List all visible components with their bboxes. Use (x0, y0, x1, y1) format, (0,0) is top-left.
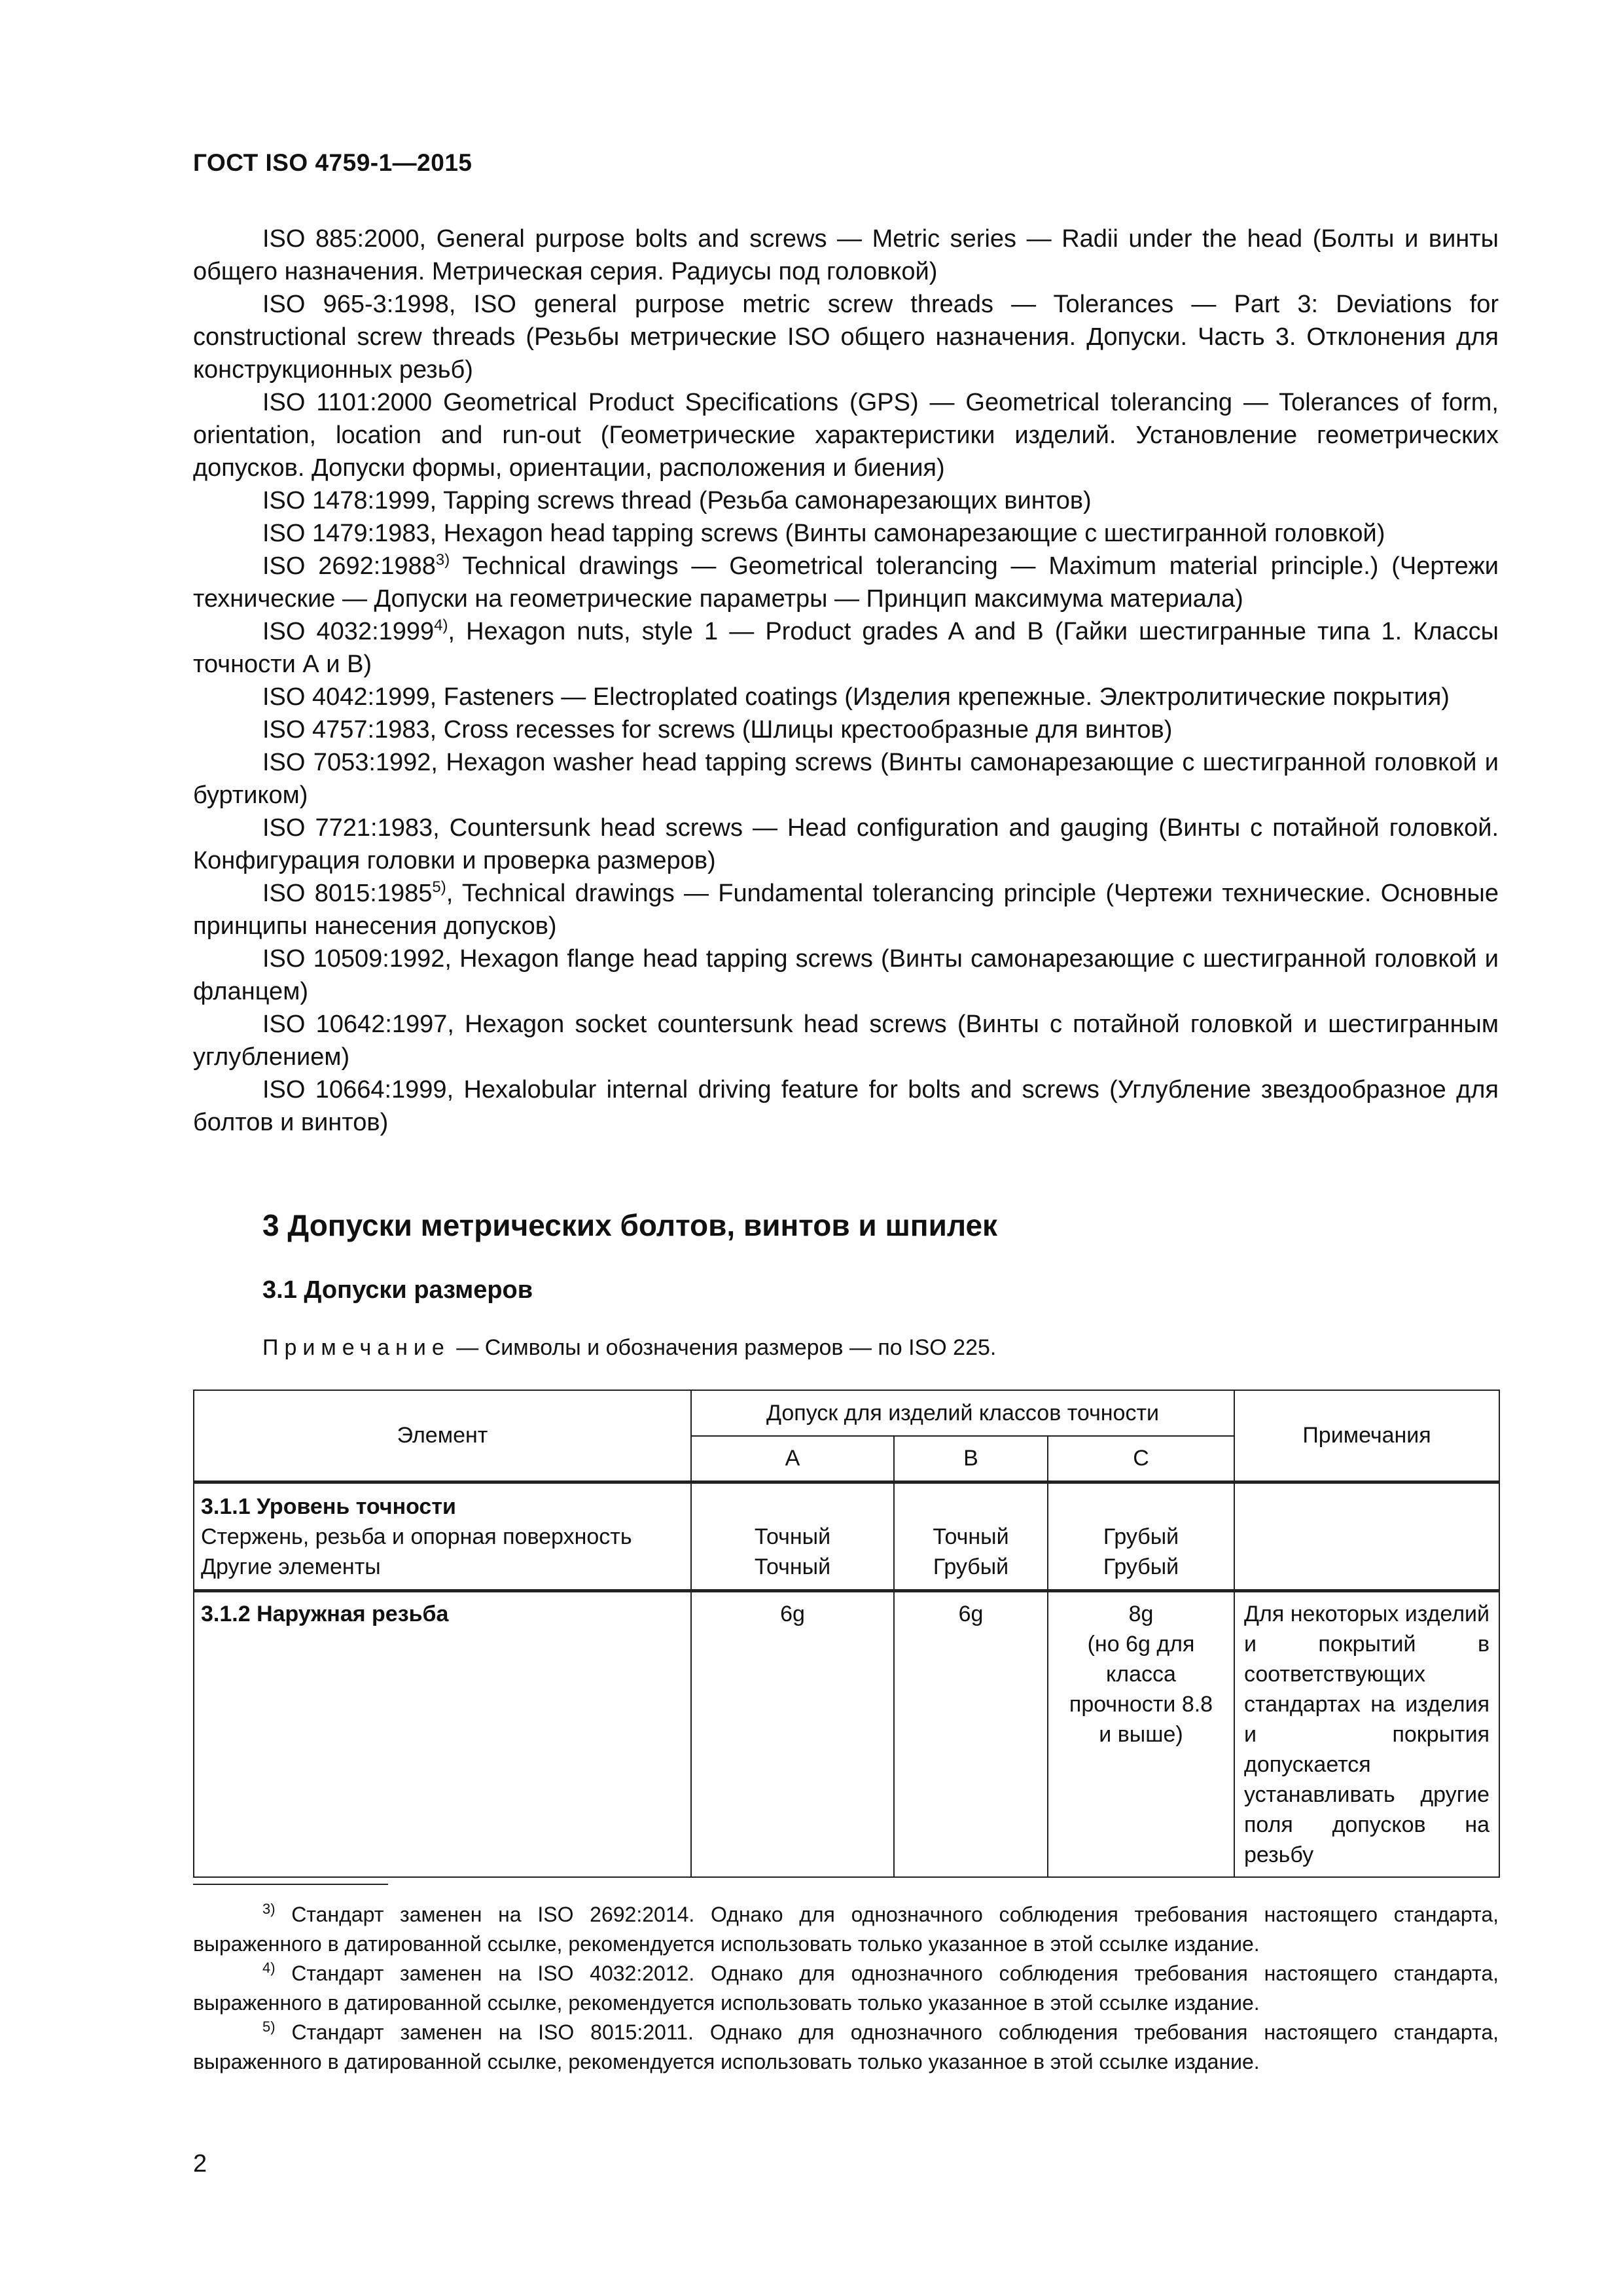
table-row (194, 1482, 1499, 1590)
footnote-mark: 3) (262, 1901, 276, 1917)
table-row (194, 1590, 1499, 1877)
reference-item: ISO 7721:1983, Countersunk head screws — Head configuration and gauging (Винты с потайной головкой. Конфигурация головки и проверка размеров) (193, 814, 1499, 874)
footnote-ref[interactable]: 4) (434, 617, 448, 634)
cell-value: 8g (1128, 1601, 1154, 1626)
grade-c-cell (1048, 1482, 1234, 1590)
header-tolerance-group: Допуск для изделий классов точности (691, 1390, 1234, 1436)
row-line: Другие элементы (201, 1554, 381, 1579)
grade-b-cell: 6g (894, 1590, 1048, 1877)
grade-a-cell (691, 1482, 894, 1590)
reference-item: ISO 4757:1983, Cross recesses for screws (Шлицы крестообразные для винтов) (262, 716, 1173, 744)
normative-references-list (193, 223, 1499, 1139)
grade-a-cell: 6g (691, 1590, 894, 1877)
reference-item: ISO 7053:1992, Hexagon washer head tapping screws (Винты самонарезающие с шестигранной головкой и буртиком) (193, 749, 1499, 809)
footnotes (193, 1900, 1499, 2077)
cell-value: Грубый (933, 1554, 1009, 1579)
reference-item: ISO 1479:1983, Hexagon head tapping screws (Винты самонарезающие с шестигранной головкой) (262, 520, 1385, 547)
footnote-item: $^{4)}$ Стандарт заменен на ISO 4032:2012. Однако для однозначного соблюдения требования настоящего стандарта, выраженного в датированной ссылке, рекомендуется использовать только указанное в этой ссылке издание. (193, 1960, 1499, 2015)
row-element-cell (194, 1482, 691, 1590)
header-grade-b: B (894, 1436, 1048, 1482)
cell-value-extra: (но 6g для класса прочности 8.8 и выше) (1069, 1631, 1213, 1747)
footnote-ref[interactable]: 5) (432, 878, 446, 896)
note-label: Примечание (262, 1335, 450, 1360)
table-header-row (194, 1390, 1499, 1436)
subsection-title: 3.1 Допуски размеров (262, 1276, 533, 1304)
note (262, 1335, 996, 1361)
header-element: Элемент (194, 1390, 691, 1482)
reference-item: ISO 1101:2000 Geometrical Product Specifications (GPS) — Geometrical tolerancing — Tolerances of form, orientation, location and run-out (Геометрические характеристики изделий. Установление геометрических допусков. Допуски формы, ориентации, расположения и биения) (193, 389, 1499, 482)
tolerance-table (193, 1390, 1500, 1878)
row-element-cell (194, 1590, 691, 1877)
page-number: 2 (193, 2150, 207, 2178)
cell-value: Точный (754, 1554, 831, 1579)
footnote-item: $^{3)}$ Стандарт заменен на ISO 2692:2014. Однако для однозначного соблюдения требования настоящего стандарта, выраженного в датированной ссылке, рекомендуется использовать только указанное в этой ссылке издание. (193, 1901, 1499, 1956)
reference-item: ISO 2692:1988$^{3)}$ Technical drawings — Geometrical tolerancing — Maximum material principle.) (Чертежи технические — Допуски на геометрические параметры — Принцип максимума материала) (193, 551, 1499, 613)
footnote-separator (193, 1884, 388, 1885)
reference-item: ISO 965-3:1998, ISO general purpose metric screw threads — Tolerances — Part 3: Deviations for constructional screw threads (Резьбы метрические ISO общего назначения. Допуски. Часть 3. Отклонения для конструкционных резьб) (193, 291, 1499, 384)
notes-cell (1234, 1482, 1499, 1590)
reference-item: ISO 4032:1999$^{4)}$, Hexagon nuts, style 1 — Product grades A and B (Гайки шестигранные типа 1. Классы точности А и В) (193, 617, 1499, 678)
document-page (193, 0, 1499, 2296)
reference-item: ISO 4042:1999, Fasteners — Electroplated coatings (Изделия крепежные. Электролитические покрытия) (262, 683, 1450, 711)
reference-item: ISO 1478:1999, Tapping screws thread (Резьба самонарезающих винтов) (262, 487, 1092, 514)
grade-c-cell (1048, 1590, 1234, 1877)
document-code: ГОСТ ISO 4759-1—2015 (193, 149, 473, 176)
grade-b-cell (894, 1482, 1048, 1590)
header-notes: Примечания (1234, 1390, 1499, 1482)
reference-item: ISO 10509:1992, Hexagon flange head tapping screws (Винты самонарезающие с шестигранной головкой и фланцем) (193, 945, 1499, 1005)
row-title: 3.1.1 Уровень точности (201, 1494, 456, 1519)
note-text: — Символы и обозначения размеров — по ISO 225. (450, 1335, 997, 1360)
row-line: Стержень, резьба и опорная поверхность (201, 1524, 632, 1549)
cell-value: Грубый (1103, 1524, 1179, 1549)
section-title: 3 Допуски метрических болтов, винтов и шпилек (262, 1208, 998, 1242)
cell-value: Точный (754, 1524, 831, 1549)
footnote-mark: 5) (262, 2018, 276, 2035)
footnote-mark: 4) (262, 1960, 276, 1976)
header-grade-c: C (1048, 1436, 1234, 1482)
cell-value: Грубый (1103, 1554, 1179, 1579)
footnote-item: $^{5)}$ Стандарт заменен на ISO 8015:2011. Однако для однозначного соблюдения требования настоящего стандарта, выраженного в датированной ссылке, рекомендуется использовать только указанное в этой ссылке издание. (193, 2018, 1499, 2073)
reference-item: ISO 885:2000, General purpose bolts and screws — Metric series — Radii under the head (Болты и винты общего назначения. Метрическая серия. Радиусы под головкой) (193, 225, 1499, 285)
cell-value: Точный (933, 1524, 1009, 1549)
footnote-ref[interactable]: 3) (435, 551, 450, 569)
reference-item: ISO 8015:1985$^{5)}$, Technical drawings — Fundamental tolerancing principle (Чертежи технические. Основные принципы нанесения допусков) (193, 878, 1499, 940)
header-grade-a: A (691, 1436, 894, 1482)
reference-item: ISO 10642:1997, Hexagon socket countersunk head screws (Винты с потайной головкой и шестигранным углублением) (193, 1011, 1499, 1071)
reference-item: ISO 10664:1999, Hexalobular internal driving feature for bolts and screws (Углубление звездообразное для болтов и винтов) (193, 1076, 1499, 1136)
row-title: 3.1.2 Наружная резьба (201, 1601, 449, 1626)
notes-cell: Для некоторых изделий и покрытий в соответствующих стандартах на изделия и покрытия допускается устанавливать другие поля допусков на резьбу (1234, 1590, 1499, 1877)
